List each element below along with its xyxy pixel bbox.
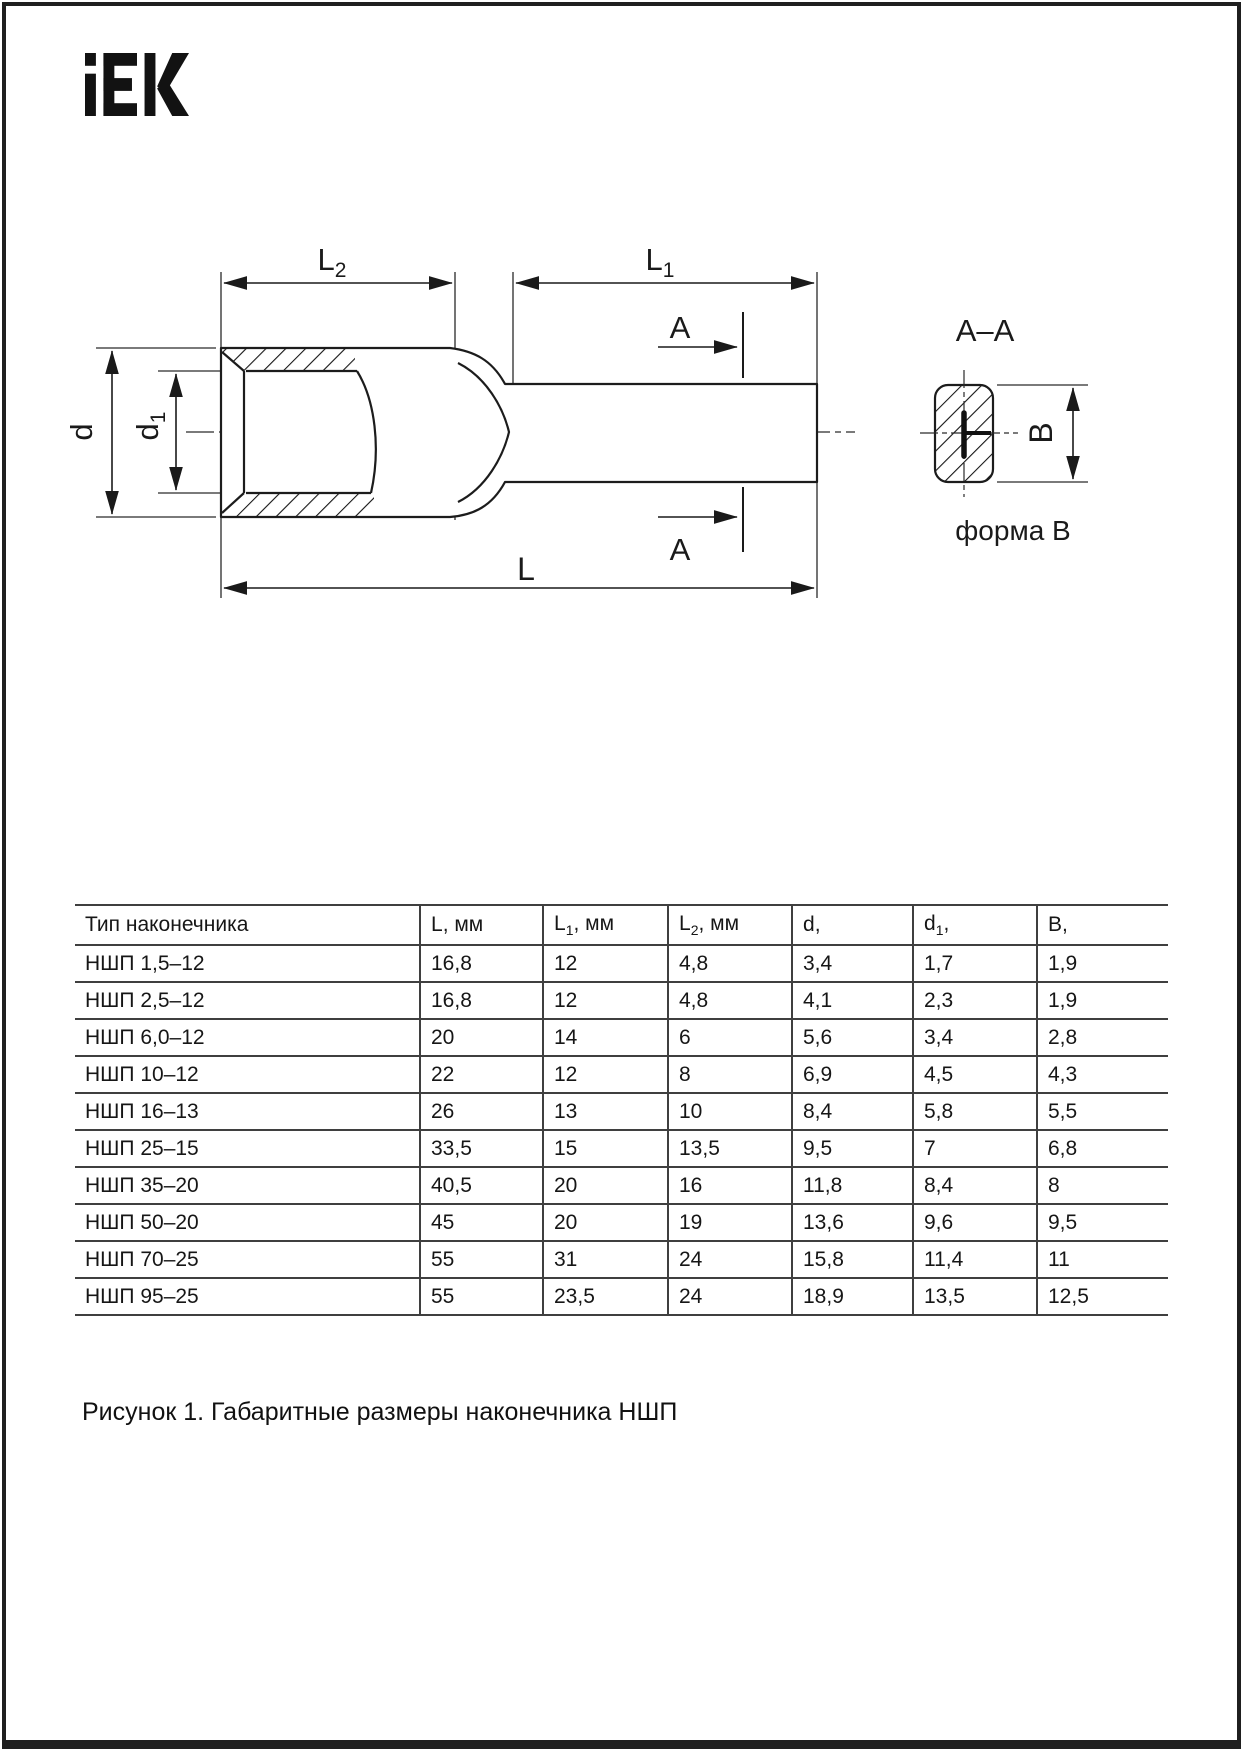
value-cell: 26 — [420, 1093, 543, 1130]
table-header — [75, 905, 1168, 945]
value-cell: 20 — [420, 1019, 543, 1056]
value-cell: 10 — [668, 1093, 792, 1130]
value-cell: 15 — [543, 1130, 668, 1167]
value-cell: 40,5 — [420, 1167, 543, 1204]
value-cell: 45 — [420, 1204, 543, 1241]
table-row — [75, 1019, 1168, 1056]
value-cell: 3,4 — [792, 945, 913, 982]
type-cell: НШП 70–25 — [75, 1241, 420, 1278]
type-cell: НШП 35–20 — [75, 1167, 420, 1204]
type-cell: НШП 10–12 — [75, 1056, 420, 1093]
table-body — [75, 945, 1168, 1315]
value-cell: 8,4 — [913, 1167, 1037, 1204]
table-row — [75, 1167, 1168, 1204]
table-row — [75, 1056, 1168, 1093]
type-cell: НШП 16–13 — [75, 1093, 420, 1130]
value-cell: 4,5 — [913, 1056, 1037, 1093]
value-cell: 13,6 — [792, 1204, 913, 1241]
value-cell: 8 — [668, 1056, 792, 1093]
ferrule-side-view — [221, 348, 817, 517]
upper-wall-hatch — [222, 348, 355, 371]
value-cell: 4,8 — [668, 982, 792, 1019]
cut-label-A-top: А — [669, 310, 691, 345]
value-cell: 13,5 — [913, 1278, 1037, 1315]
value-cell: 13,5 — [668, 1130, 792, 1167]
value-cell: 5,8 — [913, 1093, 1037, 1130]
header-cell: $L_1$, мм — [543, 905, 668, 945]
dim-label-d: d — [64, 423, 99, 441]
value-cell: 18,9 — [792, 1278, 913, 1315]
header-cell: L, мм — [420, 905, 543, 945]
type-cell: НШП 25–15 — [75, 1130, 420, 1167]
value-cell: 5,5 — [1037, 1093, 1168, 1130]
value-cell: 3,4 — [913, 1019, 1037, 1056]
section-title: А–А — [955, 313, 1015, 348]
header-cell: d, — [792, 905, 913, 945]
value-cell: 6,8 — [1037, 1130, 1168, 1167]
value-cell: 16 — [668, 1167, 792, 1204]
value-cell: 55 — [420, 1278, 543, 1315]
value-cell: 13 — [543, 1093, 668, 1130]
figure-1-drawing — [0, 0, 1243, 700]
value-cell: 4,1 — [792, 982, 913, 1019]
value-cell: 16,8 — [420, 945, 543, 982]
value-cell: 14 — [543, 1019, 668, 1056]
header-cell: $d_1$, — [913, 905, 1037, 945]
type-cell: НШП 95–25 — [75, 1278, 420, 1315]
type-cell: НШП 50–20 — [75, 1204, 420, 1241]
value-cell: 7 — [913, 1130, 1037, 1167]
table-row — [75, 945, 1168, 982]
type-cell: НШП 2,5–12 — [75, 982, 420, 1019]
value-cell: 55 — [420, 1241, 543, 1278]
table-row — [75, 1130, 1168, 1167]
type-cell: НШП 1,5–12 — [75, 945, 420, 982]
value-cell: 33,5 — [420, 1130, 543, 1167]
dim-label-L: L — [517, 551, 535, 587]
header-cell: B, — [1037, 905, 1168, 945]
value-cell: 5,6 — [792, 1019, 913, 1056]
section-view-A-A — [920, 313, 1071, 546]
table-row — [75, 1241, 1168, 1278]
form-label: форма В — [955, 515, 1071, 546]
value-cell: 19 — [668, 1204, 792, 1241]
header-row — [75, 905, 1168, 945]
dim-label-L1: $L_1$ — [645, 242, 675, 282]
value-cell: 23,5 — [543, 1278, 668, 1315]
cut-label-A-bottom: А — [669, 532, 691, 567]
value-cell: 12,5 — [1037, 1278, 1168, 1315]
header-cell: $L_2$, мм — [668, 905, 792, 945]
value-cell: 12 — [543, 945, 668, 982]
value-cell: 31 — [543, 1241, 668, 1278]
value-cell: 8 — [1037, 1167, 1168, 1204]
value-cell: 8,4 — [792, 1093, 913, 1130]
value-cell: 2,8 — [1037, 1019, 1168, 1056]
table-row — [75, 1278, 1168, 1315]
table-row — [75, 982, 1168, 1019]
value-cell: 11,4 — [913, 1241, 1037, 1278]
table-row — [75, 1093, 1168, 1130]
value-cell: 11,8 — [792, 1167, 913, 1204]
value-cell: 9,5 — [1037, 1204, 1168, 1241]
value-cell: 9,5 — [792, 1130, 913, 1167]
value-cell: 22 — [420, 1056, 543, 1093]
dimensions-table — [75, 904, 1168, 1316]
dim-label-L2: $L_2$ — [317, 242, 347, 282]
table-row — [75, 1204, 1168, 1241]
value-cell: 1,9 — [1037, 982, 1168, 1019]
value-cell: 4,3 — [1037, 1056, 1168, 1093]
value-cell: 15,8 — [792, 1241, 913, 1278]
figure-caption: Рисунок 1. Габаритные размеры наконечника НШП — [82, 1398, 678, 1426]
value-cell: 12 — [543, 982, 668, 1019]
value-cell: 1,9 — [1037, 945, 1168, 982]
value-cell: 12 — [543, 1056, 668, 1093]
value-cell: 4,8 — [668, 945, 792, 982]
header-cell: Тип наконечника — [75, 905, 420, 945]
value-cell: 24 — [668, 1241, 792, 1278]
value-cell: 20 — [543, 1167, 668, 1204]
lower-wall-hatch — [222, 493, 374, 517]
dim-label-d1: $d_1$ — [130, 411, 170, 441]
value-cell: 20 — [543, 1204, 668, 1241]
value-cell: 24 — [668, 1278, 792, 1315]
value-cell: 16,8 — [420, 982, 543, 1019]
value-cell: 6 — [668, 1019, 792, 1056]
type-cell: НШП 6,0–12 — [75, 1019, 420, 1056]
dim-label-B: B — [1023, 422, 1059, 444]
value-cell: 9,6 — [913, 1204, 1037, 1241]
value-cell: 6,9 — [792, 1056, 913, 1093]
value-cell: 11 — [1037, 1241, 1168, 1278]
value-cell: 2,3 — [913, 982, 1037, 1019]
value-cell: 1,7 — [913, 945, 1037, 982]
